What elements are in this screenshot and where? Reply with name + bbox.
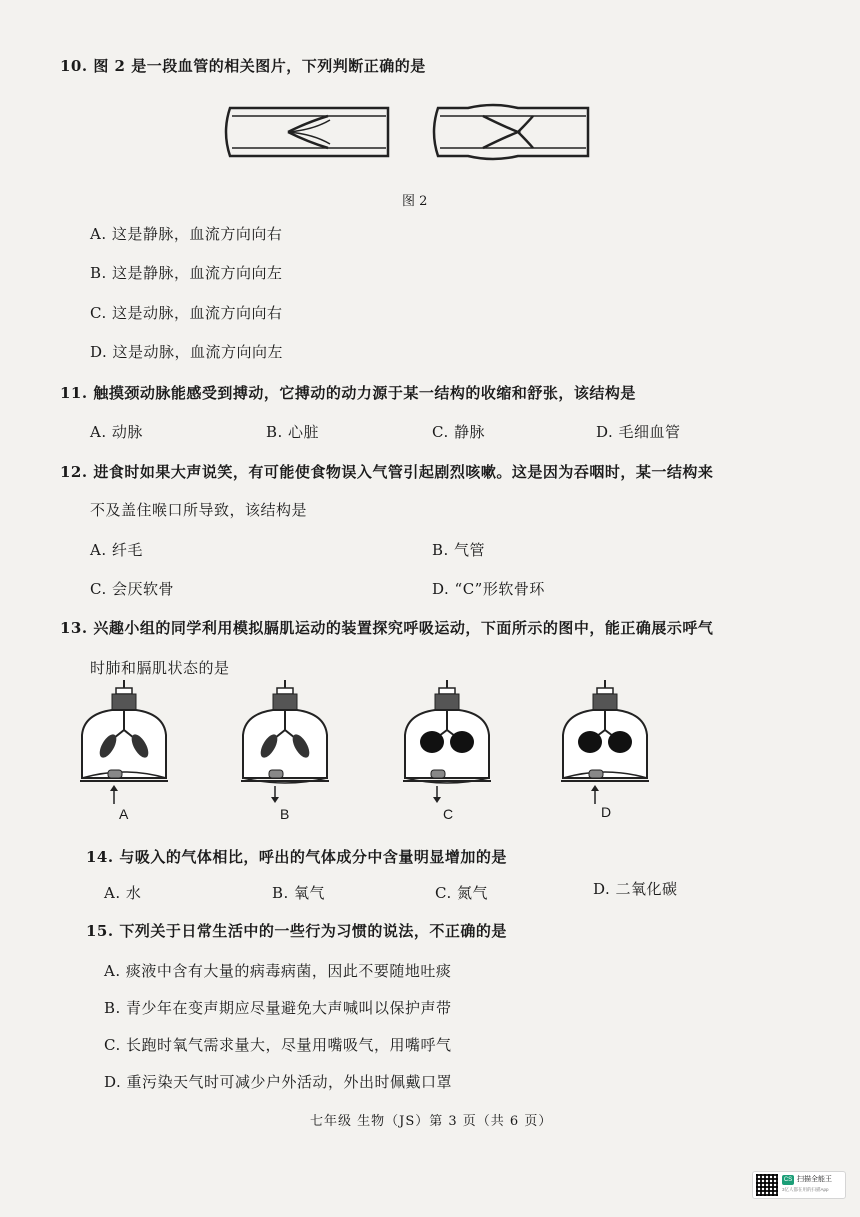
- q14-option-b[interactable]: B. 氧气: [272, 884, 326, 902]
- vessel-figure: [218, 100, 598, 166]
- q12-stem-line2: 不及盖住喉口所导致，该结构是: [90, 501, 308, 519]
- vessel-right: [434, 105, 588, 159]
- q10-option-d[interactable]: D. 这是动脉，血流方向向左: [90, 343, 284, 361]
- q15-option-a[interactable]: A. 痰液中含有大量的病毒病菌，因此不要随地吐痰: [104, 962, 452, 980]
- q10-stem: 10. 图 2 是一段血管的相关图片，下列判断正确的是: [60, 57, 426, 75]
- q15-stem: 15. 下列关于日常生活中的一些行为习惯的说法，不正确的是: [86, 922, 507, 940]
- q14-option-c[interactable]: C. 氮气: [435, 884, 488, 902]
- q13-stem-line1: 13. 兴趣小组的同学利用模拟膈肌运动的装置探究呼吸运动，下面所示的图中，能正确展示呼气: [60, 619, 714, 637]
- lung-model-c: [403, 680, 491, 803]
- q11-option-a[interactable]: A. 动脉: [90, 423, 143, 441]
- lung-model-b: [241, 680, 329, 803]
- q12-stem-line1: 12. 进食时如果大声说笑，有可能使食物误入气管引起剧烈咳嗽。这是因为吞咽时，某一结构来: [60, 463, 714, 481]
- q11-option-c[interactable]: C. 静脉: [432, 423, 485, 441]
- figure-label-a: A: [119, 806, 129, 822]
- lung-model-a: [80, 680, 168, 804]
- scanner-logo: CS: [783, 1177, 793, 1183]
- figure-label-c: C: [443, 806, 454, 822]
- q15-option-d[interactable]: D. 重污染天气时可减少户外活动，外出时佩戴口罩: [104, 1073, 453, 1091]
- watermark-title: 扫描全能王: [797, 1176, 832, 1183]
- q12-option-a[interactable]: A. 纤毛: [90, 541, 143, 559]
- lung-model-figures: [80, 680, 680, 810]
- q11-stem: 11. 触摸颈动脉能感受到搏动，它搏动的动力源于某一结构的收缩和舒张，该结构是: [60, 384, 636, 402]
- q11-option-b[interactable]: B. 心脏: [266, 423, 320, 441]
- lung-model-d: [561, 680, 649, 804]
- q12-option-c[interactable]: C. 会厌软骨: [90, 580, 174, 598]
- q14-option-d[interactable]: D. 二氧化碳: [593, 880, 678, 898]
- q12-option-b[interactable]: B. 气管: [432, 541, 486, 559]
- page-footer: 七年级 生物（JS）第 3 页（共 6 页）: [310, 1114, 553, 1129]
- q13-stem-line2: 时肺和膈肌状态的是: [90, 659, 230, 677]
- vessel-left: [226, 108, 388, 156]
- watermark-subtitle: 3亿人都在用的扫描App: [782, 1187, 829, 1192]
- q10-option-a[interactable]: A. 这是静脉，血流方向向右: [90, 225, 283, 243]
- figure-label-b: B: [280, 806, 290, 822]
- figure-label-d: D: [601, 804, 612, 820]
- q15-option-c[interactable]: C. 长跑时氧气需求量大，尽量用嘴吸气，用嘴呼气: [104, 1036, 452, 1054]
- figure-caption: 图 2: [402, 194, 428, 209]
- q14-option-a[interactable]: A. 水: [104, 884, 142, 902]
- q14-stem: 14. 与吸入的气体相比，呼出的气体成分中含量明显增加的是: [86, 848, 507, 866]
- q10-option-c[interactable]: C. 这是动脉，血流方向向右: [90, 304, 283, 322]
- q12-option-d[interactable]: D. “C”形软骨环: [432, 580, 545, 598]
- q11-option-d[interactable]: D. 毛细血管: [596, 423, 681, 441]
- scanner-watermark: [752, 1171, 846, 1199]
- q15-option-b[interactable]: B. 青少年在变声期应尽量避免大声喊叫以保护声带: [104, 999, 452, 1017]
- q10-option-b[interactable]: B. 这是静脉，血流方向向左: [90, 264, 283, 282]
- qr-code-icon: [756, 1174, 778, 1196]
